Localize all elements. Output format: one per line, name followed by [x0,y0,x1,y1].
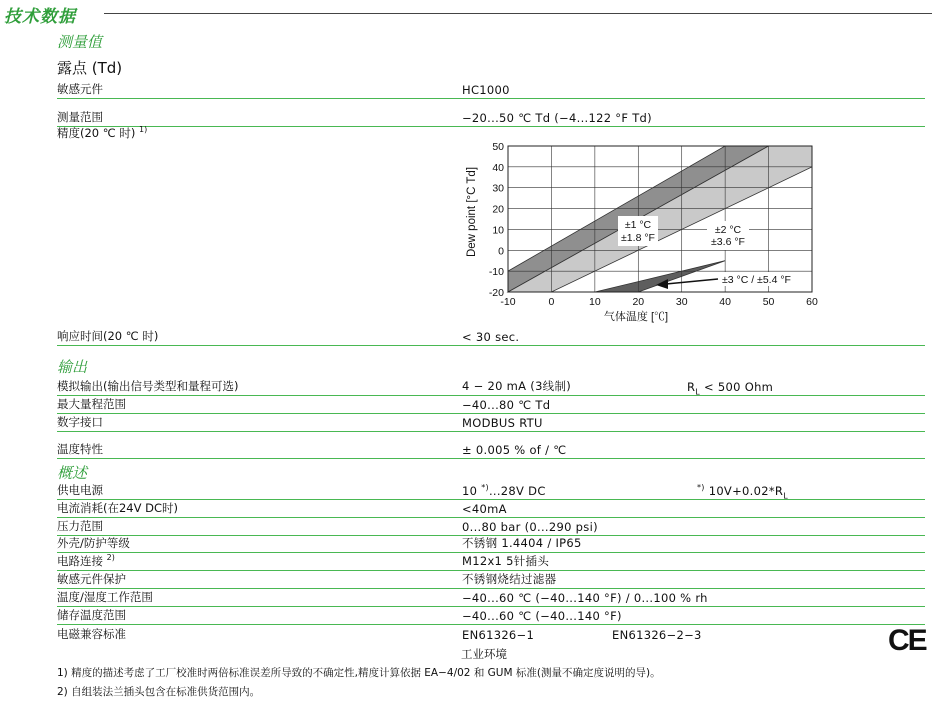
y-axis-label: Dew point [°C Td] [466,166,478,258]
spec-label: 电流消耗(在24V DC时) [57,501,179,515]
x-axis-label: 气体温度 [℃] [603,311,669,323]
y-tick-label: 20 [492,203,504,216]
x-tick-label: -10 [500,296,516,308]
y-tick-label: 40 [492,161,504,174]
supply-max: ...28V DC [488,484,546,498]
plot-layer [508,146,812,292]
connection-label-text: 电路连接 [57,554,103,568]
footnote-2: 2) 自组装法兰插头包含在标准供货范围内。 [57,686,261,698]
load-subscript: L [783,491,788,501]
spec-value: 不锈钢烧结过滤器 [462,572,557,586]
spec-row-supply [57,482,925,500]
spec-value: MODBUS RTU [462,416,543,430]
spec-value: −40...60 ℃ (−40...140 °F) [462,609,622,623]
accuracy-chart [440,130,840,330]
spec-value: M12x1 5针插头 [462,554,550,568]
load-value: < 500 Ohm [704,380,774,394]
dewpoint-title: 露点 (Td) [57,59,123,77]
spec-row-temp-dependence [57,441,925,459]
spec-label: 敏感元件 [57,82,103,96]
section-general-heading: 概述 [57,464,88,482]
y-tick-label: 50 [492,141,504,153]
section-measure-heading: 测量值 [57,33,103,51]
supply-note [697,483,788,501]
annotation-text: ±1.8 °F [621,232,655,244]
y-tick-label: 30 [492,182,504,195]
spec-label: 储存温度范围 [57,608,126,622]
footnote-ref: *) [481,483,489,493]
spec-label: 电磁兼容标准 [57,627,126,641]
spec-row-current [57,500,925,518]
spec-label: 压力范围 [57,519,103,533]
annotation-text: ±2 °C [714,224,742,236]
emc-environment: 工业环境 [461,647,507,661]
spec-row-connection [57,553,925,571]
spec-row-housing [57,535,925,553]
spec-value: −40...80 ℃ Td [462,398,551,412]
supply-min: 10 [462,484,478,498]
spec-value: < 30 sec. [462,330,520,344]
ce-mark-logo: CE [888,624,926,657]
y-tick-label: 0 [498,245,504,258]
section-output-heading: 输出 [57,358,88,376]
x-tick-label: 0 [548,296,555,308]
annotation-1 [618,216,658,246]
spec-row-max-range [57,396,925,414]
spec-label: 最大量程范围 [57,397,126,411]
x-tick-label: 30 [675,296,688,308]
spec-row-analog-output [57,378,925,396]
spec-value-2: EN61326−2−3 [612,628,702,642]
spec-value: 0...80 bar (0...290 psi) [462,520,598,534]
spec-value: EN61326−1 [462,628,535,642]
spec-label: 响应时间(20 ℃ 时) [57,329,159,343]
supply-formula: 10V+0.02*R [708,484,784,498]
spec-value: ± 0.005 % of / ℃ [462,443,567,457]
y-tick-label: -10 [488,266,504,279]
annotation-text: ±3 °C / ±5.4 °F [722,274,791,286]
spec-value: −40...60 ℃ (−40...140 °F) / 0...100 % rh [462,591,708,605]
spec-label: 数字接口 [57,415,103,429]
spec-label [57,125,147,141]
y-tick-label: -20 [488,287,504,299]
spec-row-storage-range [57,607,925,625]
load-symbol: R [687,380,696,394]
load-resistance [687,380,774,397]
spec-value [462,484,546,498]
spec-row-sensor-protection [57,571,925,589]
spec-row-pressure [57,518,925,536]
spec-label: 模拟输出(输出信号类型和量程可选) [57,379,239,393]
y-tick-label: 10 [492,224,504,237]
annotation-2 [707,221,749,250]
footnote-ref: 1) [139,125,148,135]
footnote-1: 1) 精度的描述考虑了工厂校准时两倍标准误差所导致的不确定性,精度计算依据 EA−4/02 和 GUM 标准(测量不确定度说明的导)。 [57,667,661,679]
spec-label: 外壳/防护等级 [57,536,130,550]
spec-row-response [57,328,925,346]
spec-value: 不锈钢 1.4404 / IP65 [462,536,582,550]
footnote-ref: *) [697,483,705,493]
annotation-text: ±3.6 °F [711,236,745,248]
x-tick-label: 60 [806,296,818,308]
spec-label: 测量范围 [57,110,103,124]
x-tick-label: 40 [719,296,731,308]
spec-row-emc [57,625,925,643]
accuracy-label-text: 精度(20 ℃ 时) [57,126,136,140]
spec-label: 敏感元件保护 [57,572,126,586]
spec-row-digital-interface [57,414,925,432]
x-tick-label: 50 [762,296,775,308]
spec-label: 温度/湿度工作范围 [57,590,153,604]
spec-label: 温度特性 [57,442,103,456]
spec-row-operating-range [57,589,925,607]
x-tick-label: 20 [632,296,645,308]
x-tick-label: 10 [589,296,601,308]
load-subscript: L [695,387,701,397]
spec-value: −20...50 ℃ Td (−4...122 °F Td) [462,111,652,125]
footnote-ref: 2) [106,553,115,563]
spec-value: HC1000 [462,83,510,97]
spec-row-sensor [57,81,925,99]
annotation-text: ±1 °C [624,219,652,231]
spec-value: <40mA [462,502,507,516]
spec-label: 供电电源 [57,483,103,497]
spec-value: 4 − 20 mA (3线制) [462,379,572,393]
spec-label [57,553,115,569]
page-title: 技术数据 [4,7,76,27]
title-divider [104,13,932,14]
